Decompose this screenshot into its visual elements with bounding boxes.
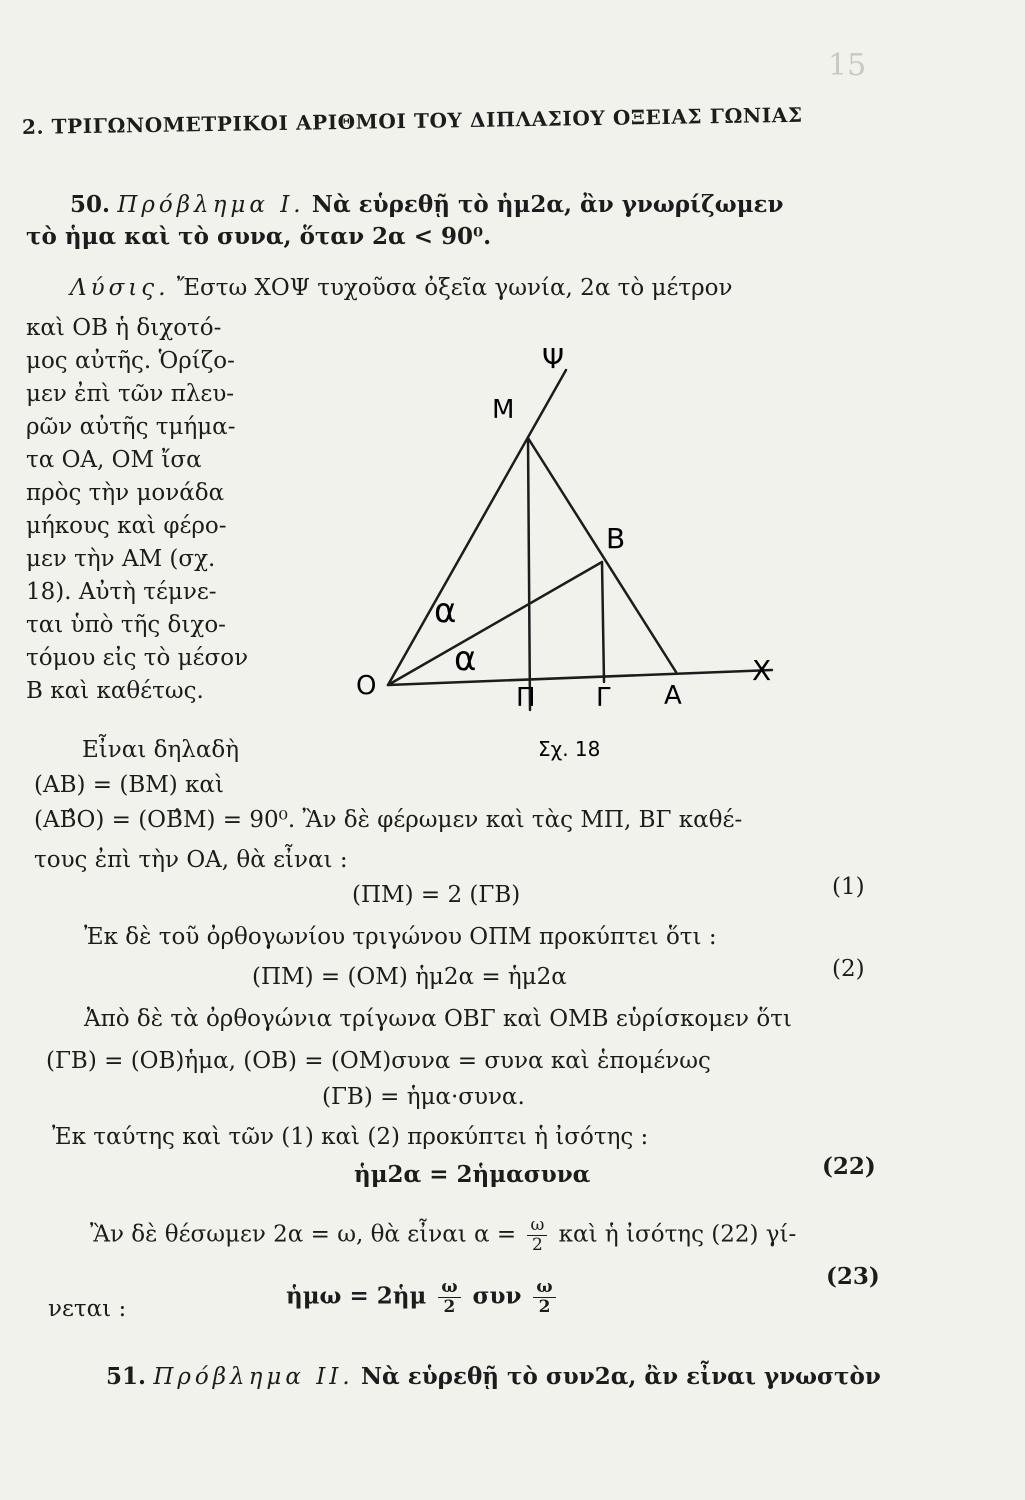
equation-22: ἡμ2α = 2ἡμασυνα xyxy=(354,1161,591,1188)
eq23-fraction-2 xyxy=(533,1278,555,1317)
label-m: Μ xyxy=(492,395,515,425)
bisector-ob-line xyxy=(388,562,602,685)
an-text-b: καὶ ἡ ἰσότης (22) γί- xyxy=(558,1221,797,1248)
eq23-fraction-1 xyxy=(438,1278,460,1317)
line-ek-orth: Ἐκ δὲ τοῦ ὀρθογωνίου τριγώνου ΟΠΜ προκύπτει ὅτι : xyxy=(84,924,717,950)
ox-axis-line xyxy=(388,670,772,685)
label-b: Β xyxy=(606,522,626,555)
figure-18 xyxy=(340,330,800,770)
section-heading: 2. ΤΡΙΓΩΝΟΜΕΤΡΙΚΟΙ ΑΡΙΘΜΟΙ ΤΟΥ ΔΙΠΛΑΣΙΟΥ ΟΞΕΙΑΣ ΓΩΝΙΑΣ xyxy=(21,102,803,139)
equation-22-number: (22) xyxy=(822,1153,876,1180)
problem-50-line-1 xyxy=(70,190,783,220)
problem-50-number: 50. xyxy=(70,191,111,218)
fraction-numerator: ω xyxy=(438,1278,460,1298)
column-line: τα ΟΑ, ΟΜ ἴσα xyxy=(26,447,202,473)
fraction-denominator: 2 xyxy=(443,1297,456,1317)
mp-perpendicular-line xyxy=(528,438,530,710)
label-psi: Ψ xyxy=(542,342,565,375)
problem-51-number: 51. xyxy=(106,1363,147,1390)
eq23-part-b: συν xyxy=(472,1282,522,1310)
column-line: πρὸς τὴν μονάδα xyxy=(26,480,225,506)
solution-label: Λύσις. xyxy=(70,275,170,301)
label-alpha-upper: α xyxy=(434,591,457,631)
solution-first-line xyxy=(70,273,732,303)
fraction-numerator: ω xyxy=(533,1278,555,1298)
column-line: μος αὐτῆς. Ὁρίζο- xyxy=(26,348,235,374)
bg-perpendicular-line xyxy=(602,562,604,682)
equation-2-number: (2) xyxy=(832,956,865,982)
page-number: 15 xyxy=(828,48,867,83)
line-apo: Ἀπὸ δὲ τὰ ὀρθογώνια τρίγωνα ΟΒΓ καὶ ΟΜΒ εὑρίσκομεν ὅτι xyxy=(84,1006,792,1032)
column-line: Β καὶ καθέτως. xyxy=(26,678,204,704)
column-line: μεν τὴν ΑΜ (σχ. xyxy=(26,546,216,572)
label-alpha-lower: α xyxy=(454,639,477,679)
fraction-numerator: ω xyxy=(527,1216,547,1236)
column-line: 18). Αὐτὴ τέμνε- xyxy=(26,579,217,605)
problem-51-label: Πρόβλημα ΙΙ. xyxy=(153,1364,354,1390)
line-einai: Εἶναι δηλαδὴ xyxy=(82,737,240,763)
column-line: ται ὑπὸ τῆς διχο- xyxy=(26,612,226,638)
equation-1-number: (1) xyxy=(832,874,865,900)
label-p: Π xyxy=(516,683,536,713)
figure-caption: Σχ. 18 xyxy=(538,737,601,761)
label-o: Ο xyxy=(356,671,377,701)
problem-51-line xyxy=(106,1362,881,1392)
label-a: Α xyxy=(664,681,682,711)
eq23-part-a: ἡμω = 2ἡμ xyxy=(286,1282,427,1310)
problem-51-statement: Νὰ εὑρεθῇ τὸ συν2α, ἂν εἶναι γνωστὸν xyxy=(361,1363,881,1390)
line-netai: νεται : xyxy=(48,1296,127,1322)
solution-first-text: Ἔστω ΧΟΨ τυχοῦσα ὀξεῖα γωνία, 2α τὸ μέτρον xyxy=(176,275,733,301)
line-an xyxy=(90,1216,796,1255)
equation-23-number: (23) xyxy=(826,1263,880,1290)
label-g: Γ xyxy=(596,683,611,713)
line-tous: τους ἐπὶ τὴν ΟΑ, θὰ εἶναι : xyxy=(34,847,348,873)
column-line: μεν ἐπὶ τῶν πλευ- xyxy=(26,381,235,407)
line-angles xyxy=(34,805,742,835)
fraction-denominator: 2 xyxy=(532,1235,543,1255)
problem-50-statement: Νὰ εὑρεθῇ τὸ ἡμ2α, ἂν γνωρίζωμεν xyxy=(311,191,784,218)
an-text-a: Ἂν δὲ θέσωμεν 2α = ω, θὰ εἶναι α = xyxy=(90,1221,517,1248)
fraction-denominator: 2 xyxy=(538,1297,551,1317)
label-x: Χ xyxy=(752,654,772,687)
angles-equation: (ΑΒ̂Ο) = (ΟΒ̂Μ) = 90⁰. xyxy=(34,807,296,833)
line-ab-bm: (ΑΒ) = (ΒΜ) καὶ xyxy=(34,772,224,798)
o-psi-side-line xyxy=(388,370,566,685)
column-line: μήκους καὶ φέρο- xyxy=(26,513,227,539)
omega-half-fraction xyxy=(527,1216,547,1255)
problem-50-line-2: τὸ ἡμα καὶ τὸ συνα, ὅταν 2α < 90⁰. xyxy=(26,223,492,250)
column-line: καὶ ΟΒ ἡ διχοτό- xyxy=(26,315,222,341)
problem-50-label: Πρόβλημα Ι. xyxy=(117,192,305,218)
equation-23 xyxy=(286,1278,560,1317)
angles-text: Ἂν δὲ φέρωμεν καὶ τὰς ΜΠ, ΒΓ καθέ- xyxy=(302,807,743,833)
column-line: τόμου εἰς τὸ μέσον xyxy=(26,645,249,671)
line-gb: (ΓΒ) = (ΟΒ)ἡμα, (ΟΒ) = (ΟΜ)συνα = συνα καὶ ἑπομένως xyxy=(46,1048,711,1074)
equation-2: (ΠΜ) = (ΟΜ) ἡμ2α = ἡμ2α xyxy=(252,964,567,990)
equation-1: (ΠΜ) = 2 (ΓΒ) xyxy=(352,882,521,908)
equation-gb: (ΓΒ) = ἡμα·συνα. xyxy=(322,1084,525,1110)
column-line: ρῶν αὐτῆς τμήμα- xyxy=(26,414,236,440)
line-ek-taut: Ἐκ ταύτης καὶ τῶν (1) καὶ (2) προκύπτει ἡ ἰσότης : xyxy=(52,1124,649,1150)
